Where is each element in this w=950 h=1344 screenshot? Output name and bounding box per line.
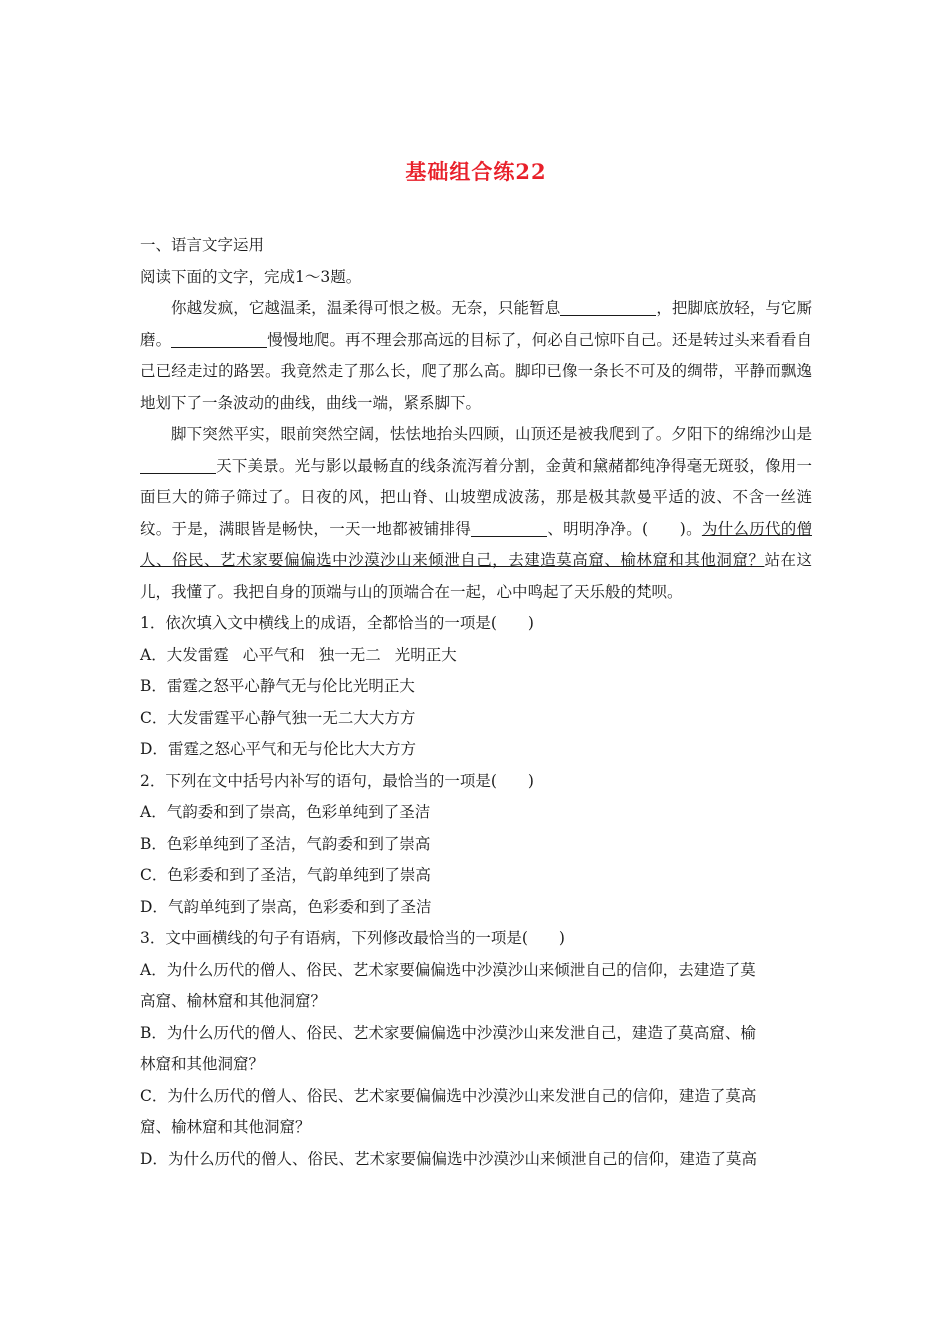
- option-label: A．: [140, 645, 167, 664]
- option-label: A．: [140, 803, 167, 821]
- option-label: A．: [140, 960, 167, 979]
- option-text: 色彩单纯到了圣洁，气韵委和到了崇高: [166, 834, 431, 853]
- option-text: 为什么历代的僧人、俗民、艺术家要偏偏选中沙漠沙山来倾泄自己的信仰，去建造了莫: [166, 960, 756, 979]
- document-body: [140, 230, 812, 1175]
- option-text: 为什么历代的僧人、俗民、艺术家要偏偏选中沙漠沙山来发泄自己的信仰，建造了莫高: [167, 1086, 757, 1105]
- option-word: 心平气和: [242, 645, 305, 664]
- underlined-sentence: 为什么历代的僧人、俗民、艺术家要偏偏选中沙漠沙山来倾泄自己，去建造莫高窟、榆林窟和其他洞窟？: [140, 519, 812, 569]
- question-1-option-c: [140, 703, 812, 735]
- instruction-text: 阅读下面的文字，完成1～3题。: [140, 267, 362, 286]
- question-3-option-a: [140, 955, 812, 987]
- option-text: 大发雷霆平心静气独一无二大大方方: [167, 708, 416, 727]
- fill-blank: [560, 300, 656, 317]
- fill-blank: [140, 457, 216, 474]
- option-label: B．: [140, 834, 167, 853]
- option-label: B．: [140, 1023, 167, 1042]
- question-3-stem: 3．文中画横线的句子有语病，下列修改最恰当的一项是( ): [140, 929, 565, 947]
- fill-blank: [471, 520, 547, 537]
- passage-text: 、明明净净。( )。: [547, 519, 702, 538]
- question-1-option-b: [140, 671, 812, 703]
- question-3-option-b-cont: 林窟和其他洞窟？: [140, 1055, 265, 1073]
- question-3-option-b: [140, 1018, 812, 1050]
- option-label: D．: [140, 897, 168, 916]
- option-label: B．: [140, 677, 167, 695]
- question-1-option-d: [140, 734, 812, 766]
- option-text: 为什么历代的僧人、俗民、艺术家要偏偏选中沙漠沙山来倾泄自己的信仰，建造了莫高: [167, 1149, 757, 1168]
- question-1-stem: 1．依次填入文中横线上的成语，全都恰当的一项是( ): [140, 614, 534, 632]
- question-3-option-d: [140, 1144, 812, 1176]
- option-word: 光明正大: [394, 645, 457, 664]
- question-3-option-c: [140, 1081, 812, 1113]
- option-word: 大发雷霆: [166, 645, 229, 664]
- option-word: 独一无二: [318, 645, 381, 664]
- fill-blank: [171, 331, 267, 348]
- passage-text: 慢慢地爬。再不理会那高远的目标了，何必自己惊吓自己。还是转过头来看看自己已经走过的路罢。我竟然走了那么长，爬了那么高。脚印已像一条长不可及的绸带，平静而飘逸地划下了一条波动的曲线，曲线一端，紧系脚下。: [140, 330, 812, 412]
- option-text: 气韵单纯到了崇高，色彩委和到了圣洁: [167, 897, 432, 916]
- passage-paragraph-1: [140, 293, 812, 419]
- option-text: 气韵委和到了崇高，色彩单纯到了圣洁: [166, 803, 431, 821]
- option-text: 雷霆之怒心平气和无与伦比大大方方: [167, 740, 416, 758]
- option-text: 雷霆之怒平心静气无与伦比光明正大: [166, 677, 415, 695]
- option-label: D．: [140, 1149, 168, 1168]
- question-2-option-d: [140, 892, 812, 924]
- option-text: 为什么历代的僧人、俗民、艺术家要偏偏选中沙漠沙山来发泄自己，建造了莫高窟、榆: [166, 1023, 756, 1042]
- passage-paragraph-2: [140, 419, 812, 608]
- question-3-option-a-cont: 高窟、榆林窟和其他洞窟？: [140, 992, 327, 1010]
- option-label: D．: [140, 740, 168, 758]
- question-3-option-c-cont: 窟、榆林窟和其他洞窟？: [140, 1118, 311, 1136]
- passage-text: 你越发疯，它越温柔，温柔得可恨之极。无奈，只能暂息: [171, 299, 561, 317]
- question-2-option-c: [140, 860, 812, 892]
- question-2-stem: 2．下列在文中括号内补写的语句，最恰当的一项是( ): [140, 771, 534, 790]
- option-label: C．: [140, 1086, 168, 1105]
- question-2-option-b: [140, 829, 812, 861]
- passage-text: 站在这儿，我懂了。我把自身的顶端与山的顶端合在一起，心中鸣起了天乐般的梵呗。: [140, 551, 812, 601]
- passage-text: 天下美景。光与影以最畅直的线条流泻着分割，金黄和黛赭都纯净得毫无斑驳，像用一面巨大的筛子筛过了。日夜的风，把山脊、山坡塑成波荡，那是极其款曼平适的波、不含一丝涟纹。于是，满眼皆是畅快，一天一地都被铺排得: [140, 456, 812, 538]
- option-text: 色彩委和到了圣洁，气韵单纯到了崇高: [167, 866, 431, 884]
- option-label: C．: [140, 866, 168, 884]
- section-heading: 一、语言文字运用: [140, 236, 265, 254]
- question-2-option-a: [140, 797, 812, 829]
- option-label: C．: [140, 708, 168, 727]
- question-1-option-a: [140, 640, 812, 672]
- passage-text: ，把脚底放轻，与它厮磨。: [140, 299, 812, 349]
- passage-text: 脚下突然平实，眼前突然空阔，怯怯地抬头四顾，山顶还是被我爬到了。夕阳下的绵绵沙山是: [171, 425, 812, 443]
- page-title: 基础组合练22: [405, 159, 547, 184]
